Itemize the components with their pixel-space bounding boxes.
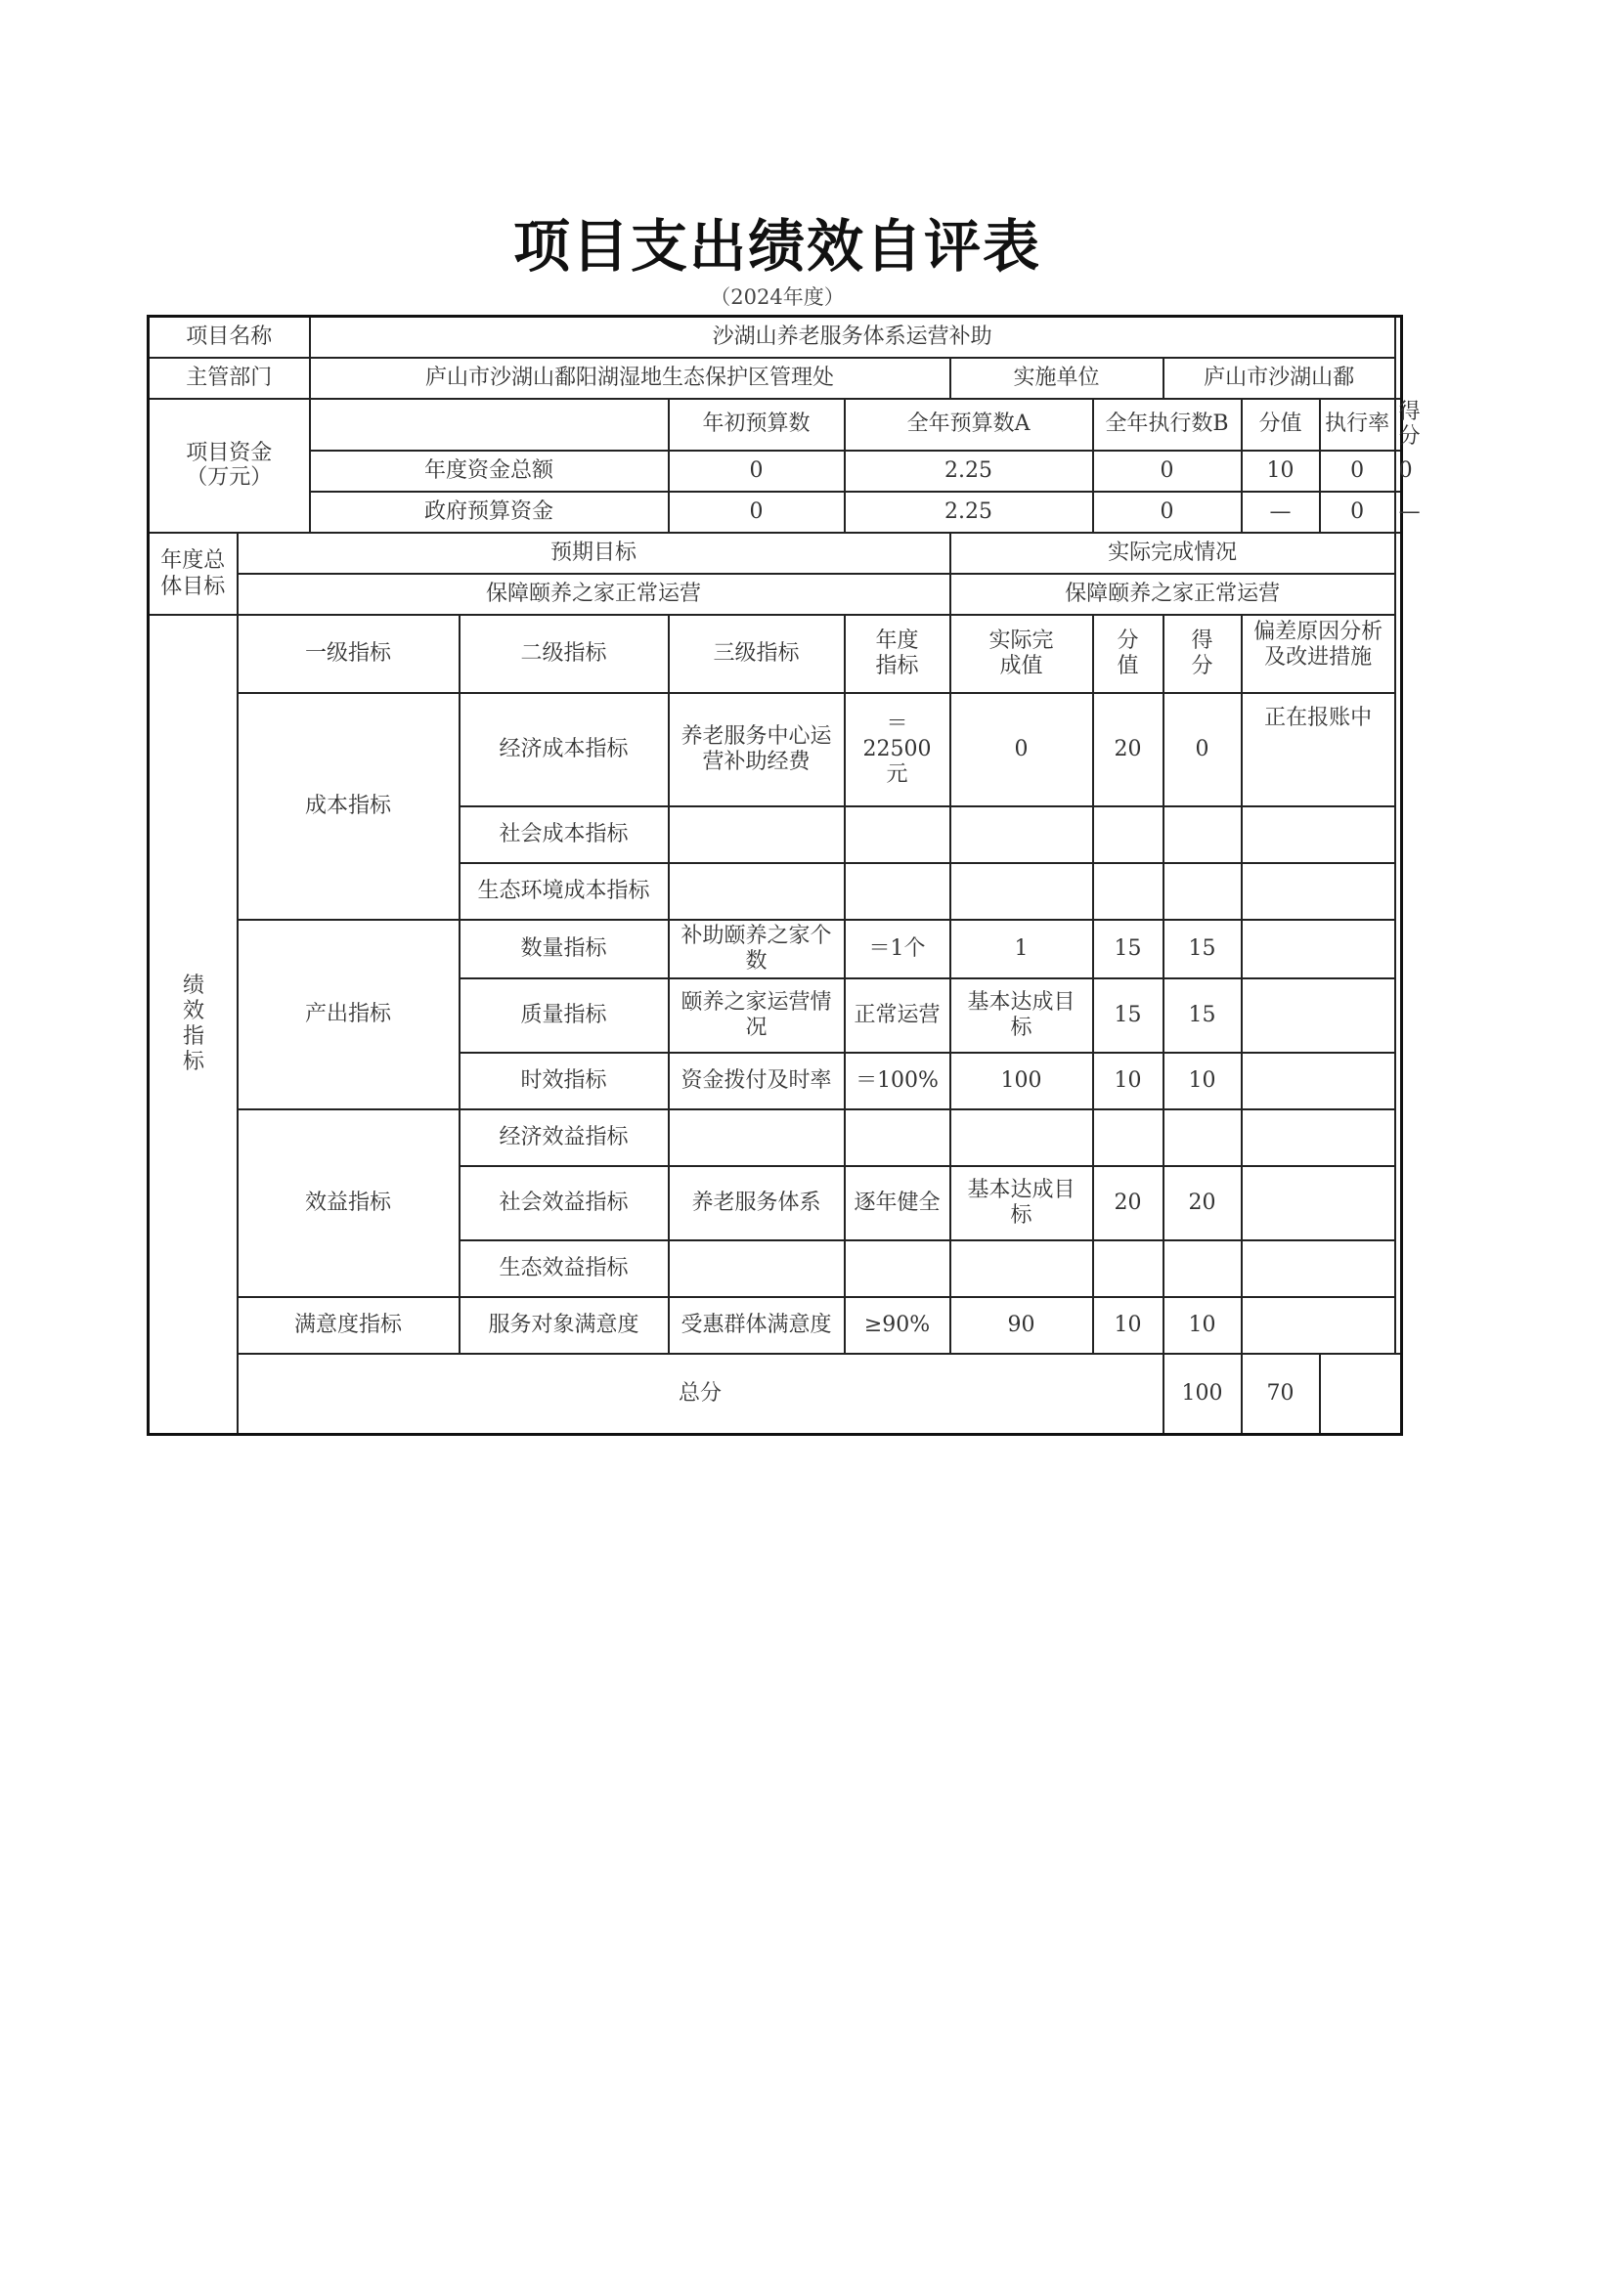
ind-header-score: 得分 [1163,615,1242,693]
impl-unit-label: 实施单位 [950,358,1163,399]
ind-reason [1242,1240,1395,1297]
funds-row-gov-label: 政府预算资金 [310,492,669,533]
ind-target: 正常运营 [845,978,950,1053]
ind-actual [950,1109,1093,1166]
ind-reason [1242,1109,1395,1166]
ind-actual [950,1240,1093,1297]
ind-score-value: 10 [1093,1053,1163,1109]
ind-reason [1242,1053,1395,1109]
ind-score: 15 [1163,978,1242,1053]
ind-score [1163,1240,1242,1297]
ind-reason [1242,920,1395,978]
evaluation-table [147,315,1421,1436]
ind-score-value [1093,863,1163,920]
ind-actual: 基本达成目标 [950,978,1093,1053]
indicators-section-label: 绩效指标 [149,615,238,1434]
ind-score [1163,863,1242,920]
funds-row-total-score-value: 10 [1242,451,1320,492]
funds-row-gov-score: — [1395,492,1402,533]
ind-level2: 服务对象满意度 [460,1297,669,1354]
goals-actual-header: 实际完成情况 [950,533,1395,574]
goals-actual-value: 保障颐养之家正常运营 [950,574,1395,615]
ind-score-value: 15 [1093,920,1163,978]
ind-target: ＝1个 [845,920,950,978]
ind-score-value: 10 [1093,1297,1163,1354]
ind-level3: 资金拨付及时率 [669,1053,845,1109]
ind-target: ＝100% [845,1053,950,1109]
total-reason [1320,1354,1402,1434]
ind-level3: 养老服务中心运营补助经费 [669,693,845,806]
ind-actual [950,863,1093,920]
ind-actual [950,806,1093,863]
ind-header-score-value: 分值 [1093,615,1163,693]
ind-level1-satisfaction: 满意度指标 [238,1297,460,1354]
ind-score-value: 20 [1093,1166,1163,1240]
ind-level2: 经济效益指标 [460,1109,669,1166]
funds-header-executed-b: 全年执行数B [1093,399,1242,452]
ind-reason [1242,978,1395,1053]
ind-level3: 受惠群体满意度 [669,1297,845,1354]
goals-expected-header: 预期目标 [238,533,950,574]
funds-label: 项目资金 （万元） [149,399,310,534]
ind-level2: 社会效益指标 [460,1166,669,1240]
ind-target [845,1240,950,1297]
ind-level2: 社会成本指标 [460,806,669,863]
funds-row-gov-exec-rate: 0 [1320,492,1395,533]
ind-level3: 养老服务体系 [669,1166,845,1240]
total-score-value: 100 [1163,1354,1242,1434]
ind-header-level2: 二级指标 [460,615,669,693]
funds-row-total-annual: 2.25 [845,451,1093,492]
total-score: 70 [1242,1354,1320,1434]
ind-level2: 时效指标 [460,1053,669,1109]
page-title: 项目支出绩效自评表 [512,213,1041,280]
ind-header-level3: 三级指标 [669,615,845,693]
ind-header-actual: 实际完成值 [950,615,1093,693]
funds-header-blank [310,399,669,452]
ind-score: 0 [1163,693,1242,806]
ind-reason [1242,1166,1395,1240]
funds-row-gov-executed: 0 [1093,492,1242,533]
total-label: 总分 [238,1354,1163,1434]
ind-reason: 正在报账中 [1242,693,1395,806]
ind-score-value: 15 [1093,978,1163,1053]
goals-label: 年度总体目标 [149,533,238,615]
year-subtitle: （2024年度） [710,285,845,309]
ind-level3 [669,863,845,920]
ind-score [1163,1109,1242,1166]
ind-score: 10 [1163,1053,1242,1109]
project-name-value: 沙湖山养老服务体系运营补助 [310,317,1395,358]
ind-target [845,806,950,863]
ind-actual: 基本达成目标 [950,1166,1093,1240]
funds-row-total-label: 年度资金总额 [310,451,669,492]
funds-row-gov-annual: 2.25 [845,492,1093,533]
ind-level3: 颐养之家运营情况 [669,978,845,1053]
ind-target: ＝22500元 [845,693,950,806]
ind-target: 逐年健全 [845,1166,950,1240]
ind-header-level1: 一级指标 [238,615,460,693]
impl-unit-value: 庐山市沙湖山鄱 [1163,358,1395,399]
funds-row-total-initial: 0 [669,451,845,492]
ind-actual: 100 [950,1053,1093,1109]
ind-actual: 1 [950,920,1093,978]
ind-target [845,1109,950,1166]
ind-reason [1242,1297,1395,1354]
ind-level1-output: 产出指标 [238,920,460,1109]
goals-expected-value: 保障颐养之家正常运营 [238,574,950,615]
project-name-label: 项目名称 [149,317,310,358]
ind-reason [1242,863,1395,920]
ind-target: ≥90% [845,1297,950,1354]
dept-value: 庐山市沙湖山鄱阳湖湿地生态保护区管理处 [310,358,950,399]
funds-row-gov-score-value: — [1242,492,1320,533]
funds-row-gov-initial: 0 [669,492,845,533]
ind-score-value [1093,1109,1163,1166]
funds-header-annual-a: 全年预算数A [845,399,1093,452]
funds-header-score: 得分 [1395,399,1402,452]
funds-row-total-score: 0 [1395,451,1402,492]
funds-row-total-exec-rate: 0 [1320,451,1395,492]
ind-level2: 质量指标 [460,978,669,1053]
ind-level1-benefit: 效益指标 [238,1109,460,1297]
ind-level2: 数量指标 [460,920,669,978]
ind-level1-cost: 成本指标 [238,693,460,920]
ind-level2: 生态环境成本指标 [460,863,669,920]
funds-row-total-executed: 0 [1093,451,1242,492]
ind-score-value [1093,1240,1163,1297]
ind-score: 10 [1163,1297,1242,1354]
ind-score-value [1093,806,1163,863]
ind-level3 [669,806,845,863]
ind-score: 20 [1163,1166,1242,1240]
ind-header-target: 年度指标 [845,615,950,693]
funds-header-exec-rate: 执行率 [1320,399,1395,452]
ind-level3: 补助颐养之家个数 [669,920,845,978]
ind-level2: 生态效益指标 [460,1240,669,1297]
ind-level2: 经济成本指标 [460,693,669,806]
ind-actual: 0 [950,693,1093,806]
dept-label: 主管部门 [149,358,310,399]
funds-header-score-value: 分值 [1242,399,1320,452]
ind-reason [1242,806,1395,863]
funds-header-initial: 年初预算数 [669,399,845,452]
ind-actual: 90 [950,1297,1093,1354]
ind-header-reason: 偏差原因分析及改进措施 [1242,615,1395,693]
ind-level3 [669,1109,845,1166]
ind-score [1163,806,1242,863]
ind-level3 [669,1240,845,1297]
ind-target [845,863,950,920]
ind-score-value: 20 [1093,693,1163,806]
ind-score: 15 [1163,920,1242,978]
